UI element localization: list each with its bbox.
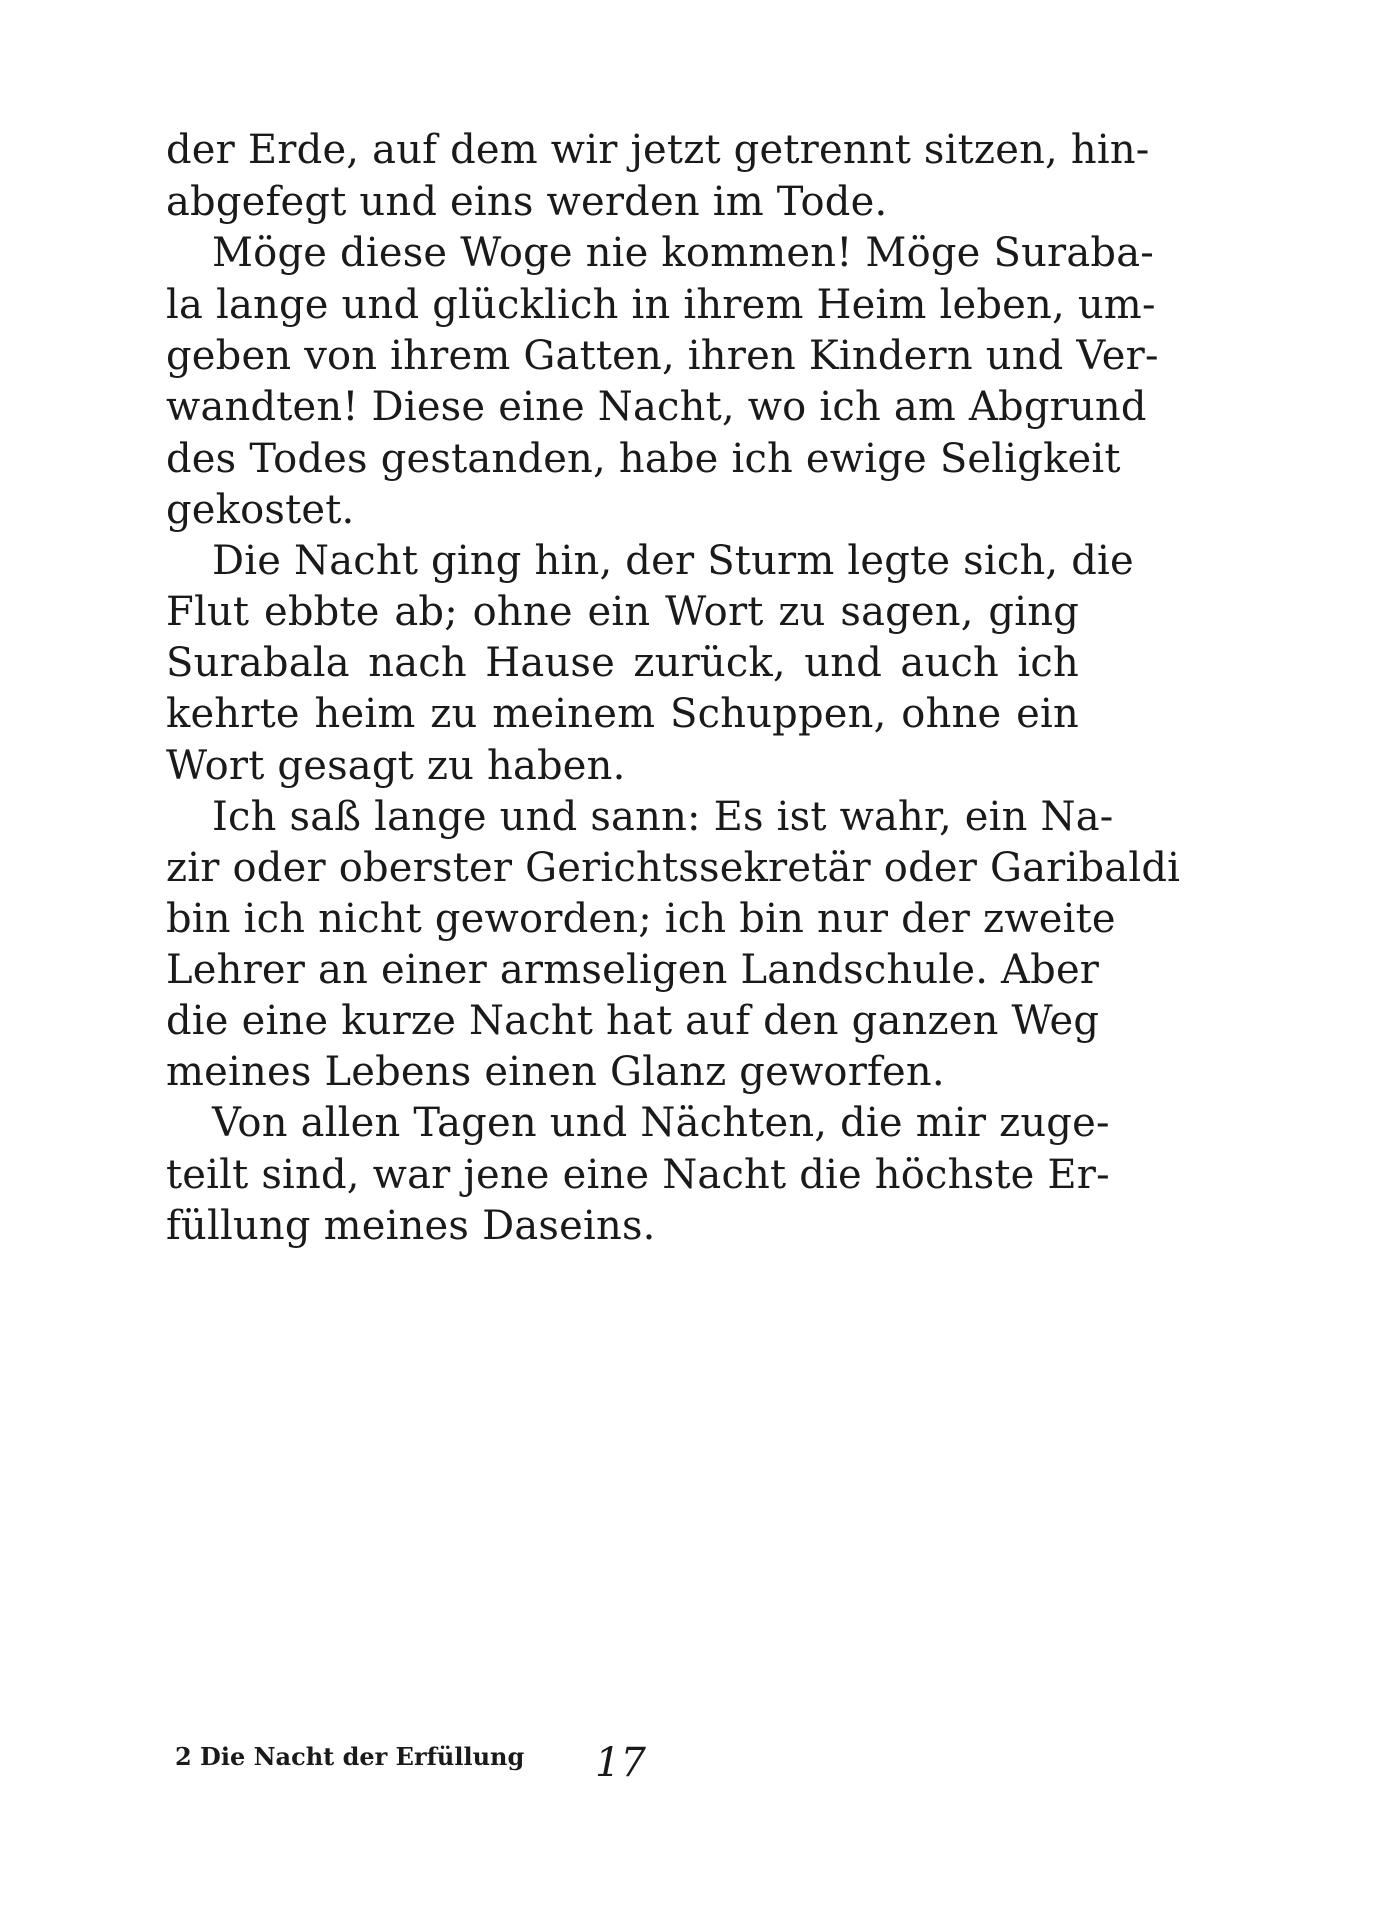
text-line: Möge diese Woge nie kommen! Möge Suraba- [212, 230, 1154, 276]
text-line: kehrte heim zu meinem Schuppen, ohne ein [166, 691, 1079, 737]
text-line: Von allen Tagen und Nächten, die mir zuge- [212, 1100, 1110, 1146]
text-line: wandten! Diese eine Nacht, wo ich am Abgrund [166, 384, 1147, 430]
text-line: Die Nacht ging hin, der Sturm legte sich, die [212, 538, 1134, 584]
signature-mark: 2 Die Nacht der Erfüllung [175, 1742, 525, 1771]
text-line: teilt sind, war jene eine Nacht die höchste Er- [166, 1152, 1110, 1198]
text-line: meines Lebens einen Glanz geworfen. [166, 1049, 945, 1095]
text-line: Ich saß lange und sann: Es ist wahr, ein Na- [212, 794, 1114, 840]
text-line: der Erde, auf dem wir jetzt getrennt sitzen, hin- [166, 127, 1150, 173]
text-line: des Todes gestanden, habe ich ewige Seligkeit [166, 436, 1121, 482]
text-line: bin ich nicht geworden; ich bin nur der zweite [166, 896, 1116, 942]
text-line: la lange und glücklich in ihrem Heim leben, um- [166, 282, 1156, 328]
text-line: die eine kurze Nacht hat auf den ganzen Weg [166, 998, 1100, 1044]
text-line: Lehrer an einer armseligen Landschule. Aber [166, 947, 1100, 993]
text-line: Wort gesagt zu haben. [166, 743, 626, 789]
text-line: geben von ihrem Gatten, ihren Kindern und Ver- [166, 333, 1159, 379]
text-line: füllung meines Daseins. [166, 1203, 656, 1249]
text-line: abgefegt und eins werden im Tode. [166, 179, 888, 225]
text-line: Flut ebbte ab; ohne ein Wort zu sagen, ging [166, 589, 1079, 635]
text-line: Surabala nach Hause zurück, und auch ich [166, 640, 1079, 686]
text-line: gekostet. [166, 487, 355, 533]
text-line: zir oder oberster Gerichtssekretär oder Garibaldi [166, 845, 1181, 891]
page-number: 17 [595, 1740, 646, 1786]
